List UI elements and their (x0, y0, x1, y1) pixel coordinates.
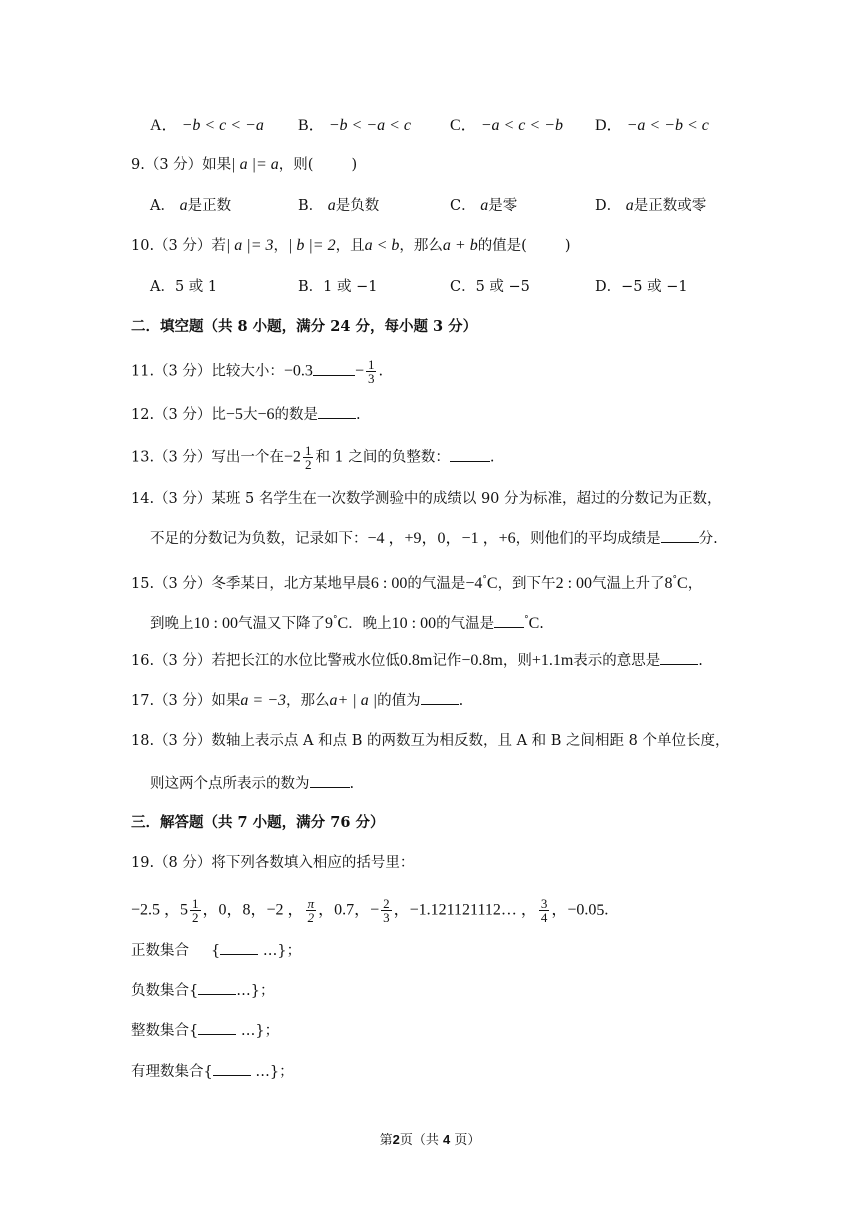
page-total: 4 (443, 1132, 451, 1147)
q10-option-a: A．5 或 1 (150, 279, 218, 295)
q9-close: ) (351, 157, 358, 173)
q16-blank[interactable] (660, 650, 698, 665)
q10-option-c: C．5 或 −5 (450, 279, 530, 295)
q10-option-d: D．−5 或 −1 (595, 279, 688, 295)
section-2-heading: 二．填空题（共 8 小题，满分 24 分，每小题 3 分） (131, 318, 478, 335)
q9-suffix: ，则( (278, 157, 314, 173)
q19-set-integer: 整数集合{ …}； (131, 1020, 279, 1041)
q9-option-d: D． a是正数或零 (595, 197, 707, 214)
q14-line2: 不足的分数记为负数，记录如下：−4 ，+9，0，−1 ，+6，则他们的平均成绩是 分. (150, 530, 718, 547)
q8-option-a: A． −b < c < −a (150, 117, 264, 134)
q14-line1: 14.（3 分）某班 5 名学生在一次数学测验中的成绩以 90 分为标准，超过的分数记为正数， (131, 491, 722, 507)
q19-integer-blank[interactable] (198, 1020, 236, 1035)
q9-math: | a |= a (231, 156, 279, 173)
q10-option-b: B．1 或 −1 (298, 279, 378, 295)
q17: 17.（3 分）如果a = −3，那么a+ | a |的值为 . (131, 692, 464, 709)
q15-line1: 15.（3 分）冬季某日，北方某地早晨6 : 00的气温是−4°C，到下午2 : 00气温上升了8°C， (131, 574, 703, 592)
q11-blank[interactable] (313, 361, 355, 376)
q9-option-c: C． a是零 (450, 197, 518, 214)
q18-blank[interactable] (310, 773, 350, 788)
page-number: 2 (392, 1132, 400, 1147)
q19-numbers: −2.5 ，5 $\frac{1}{2}$ ，0，8，−2 ， $\frac{\pi}{2}$ ，0.7，− $\frac{2}{3}$ ，−1.121121112… ， $\frac{3}{4}$ ，−0.0. 5. (131, 897, 608, 924)
q8-option-b: B． −b < −a < c (298, 117, 411, 134)
q8-option-d: D． −a < −b < c (595, 117, 709, 134)
q16: 16.（3 分）若把长江的水位比警戒水位低0.8m记作−0.8m，则+1.1m表示的意思是 . (131, 652, 703, 669)
q19-rational-blank[interactable] (213, 1061, 251, 1076)
q19-stem: 19.（8 分）将下列各数填入相应的括号里： (131, 855, 415, 871)
q9-option-b: B． a是负数 (298, 197, 380, 214)
q14-blank[interactable] (661, 528, 699, 543)
q8-option-c: C． −a < c < −b (450, 117, 563, 134)
q12-blank[interactable] (318, 404, 356, 419)
q15-blank[interactable] (494, 613, 524, 628)
page-footer: 第2页（共 4 页） (379, 1132, 481, 1148)
q11: 11.（3 分）比较大小：−0.3 − $\frac{1}{3}$ . (131, 357, 384, 386)
q9-stem (131, 155, 357, 175)
q19-set-rational: 有理数集合{ …}； (131, 1061, 294, 1082)
q9-prefix: 9.（3 分）如果 (131, 157, 232, 173)
q19-negative-blank[interactable] (198, 980, 236, 995)
q19-set-positive: 正数集合 { …}； (131, 940, 301, 961)
q17-blank[interactable] (421, 690, 459, 705)
q18-line1: 18.（3 分）数轴上表示点 A 和点 B 的两数互为相反数，且 A 和 B 之间相距 8 个单位长度， (131, 733, 730, 749)
q12: 12.（3 分）比−5大−6的数是 . (131, 406, 361, 423)
q13-blank[interactable] (450, 447, 490, 462)
q9-option-a: A． a是正数 (150, 197, 232, 214)
q13: 13.（3 分）写出一个在−2 $\frac{1}{2}$ 和 1 之间的负整数： . (131, 443, 495, 472)
q19-set-negative: 负数集合{ …}； (131, 980, 274, 1001)
q15-line2: 到晚上10 : 00气温又下降了9°C．晚上10 : 00的气温是 °C. (150, 614, 544, 632)
section-3-heading: 三．解答题（共 7 小题，满分 76 分） (131, 814, 385, 831)
q18-line2: 则这两个点所表示的数为 . (150, 773, 354, 794)
q19-positive-blank[interactable] (220, 940, 258, 955)
q10-stem: 10.（3 分）若| a |= 3，| b |= 2，且a < b，那么a + b的值是( ) (131, 237, 571, 254)
